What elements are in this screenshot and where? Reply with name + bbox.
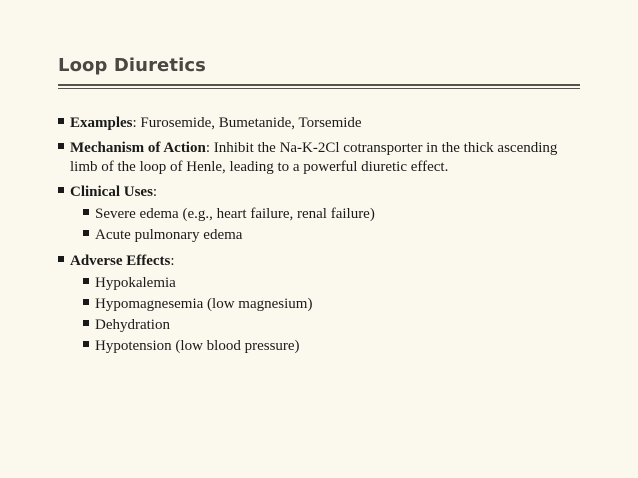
square-bullet-icon [58, 118, 64, 124]
sub-list-item [82, 204, 587, 225]
sub-list-item [82, 294, 587, 315]
sub-list-item [82, 336, 587, 357]
item-text: : Inhibit the Na-K-2Cl cotransporter in the thick ascending limb of the loop of Henle, leading to a powerful diuretic effect. [70, 140, 558, 175]
title-rule-thin [58, 88, 580, 89]
sub-list [70, 273, 587, 357]
item-text: : [152, 184, 158, 200]
square-bullet-icon [58, 143, 64, 149]
sub-list [70, 204, 587, 246]
title-rule-thick [58, 84, 580, 86]
square-bullet-icon [83, 320, 89, 326]
sub-list-item [82, 315, 587, 336]
list-item-adverse-effects [57, 252, 587, 357]
square-bullet-icon [83, 209, 89, 215]
item-text: : [170, 253, 175, 269]
square-bullet-icon [83, 341, 89, 347]
sub-item-text: Severe edema (e.g., heart failure, renal failure) [95, 206, 375, 222]
sub-list-item [82, 273, 587, 294]
sub-item-text: Hypomagnesemia (low magnesium) [95, 296, 313, 312]
sub-item-text: Dehydration [95, 317, 170, 333]
item-label: Examples [70, 115, 133, 131]
sub-list-item [82, 225, 587, 246]
item-label: Mechanism of Action [70, 140, 206, 156]
list-item-mechanism [57, 139, 587, 177]
list-item-examples [57, 114, 587, 133]
square-bullet-icon [83, 230, 89, 236]
sub-item-text: Hypotension (low blood pressure) [95, 338, 300, 354]
sub-item-text: Acute pulmonary edema [95, 227, 243, 243]
slide-title: Loop Diuretics [58, 55, 206, 76]
list-item-clinical-uses [57, 183, 587, 246]
sub-item-text: Hypokalemia [95, 275, 176, 291]
bullet-list [57, 114, 587, 357]
square-bullet-icon [58, 187, 64, 193]
item-label: Adverse Effects [70, 253, 171, 269]
square-bullet-icon [58, 256, 64, 262]
square-bullet-icon [83, 299, 89, 305]
item-label: Clinical Uses [70, 184, 153, 200]
item-text: : Furosemide, Bumetanide, Torsemide [132, 115, 362, 131]
square-bullet-icon [83, 278, 89, 284]
